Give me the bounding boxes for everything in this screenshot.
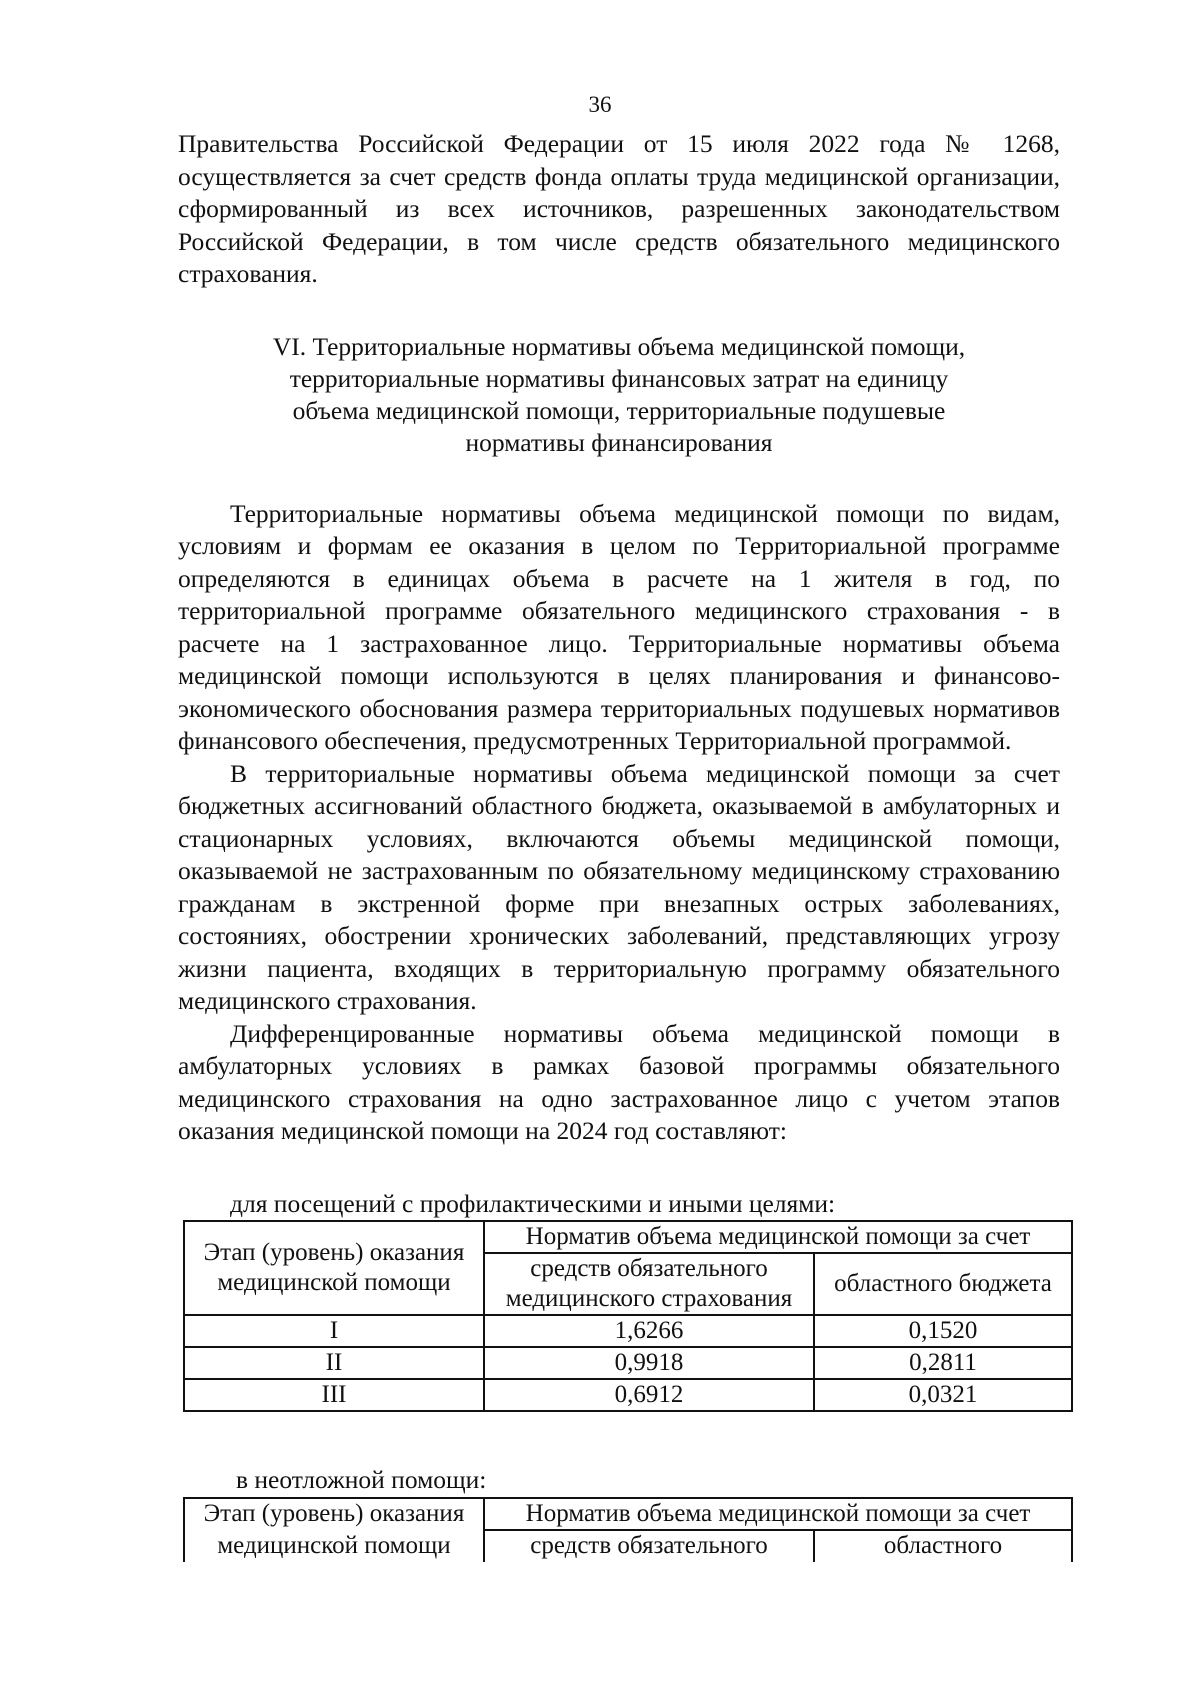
section-title-line: объема медицинской помощи, территориальные подушевые <box>292 395 946 425</box>
header-stage-line1: Этап (уровень) оказания <box>184 1498 484 1530</box>
paragraph: В территориальные нормативы объема медицинской помощи за счет бюджетных ассигнований областного бюджета, оказываемой в амбулаторных и стационарных условиях, включаются объемы медицинской помощи, оказываемой не застрахованным по обязательному медицинскому страхованию гражданам в экстренной форме при внезапных острых заболеваниях, состояниях, обострении хронических заболеваний, представляющих угрозу жизни пациента, входящих в территориальную программу обязательного медицинского страхования. <box>178 758 1060 1015</box>
table1-caption: для посещений с профилактическими и иными целями: <box>230 1188 836 1218</box>
paragraph: Территориальные нормативы объема медицинской помощи по видам, условиям и формам ее оказания в целом по Территориальной программе определяются в единицах объема в расчете на 1 жителя в год, по территориальной программе обязательного медицинского страхования - в расчете на 1 застрахованное лицо. Территориальные нормативы объема медицинской помощи используются в целях планирования и финансово-экономического обоснования размера территориальных подушевых нормативов финансового обеспечения, предусмотренных Территориальной программой. <box>178 498 1060 755</box>
paragraph: Дифференцированные нормативы объема медицинской помощи в амбулаторных условиях в рамках базовой программы обязательного медицинского страхования на одно застрахованное лицо с учетом этапов оказания медицинской помощи на 2024 год составляют: <box>178 1018 1060 1145</box>
table-row <box>184 1379 1072 1411</box>
section-title <box>178 331 1060 459</box>
header-stage-line2: медицинской помощи <box>184 1530 484 1562</box>
table-header-row <box>184 1221 1072 1253</box>
cell-budget: 0,1520 <box>814 1315 1072 1347</box>
cell-oms: 0,9918 <box>484 1347 814 1379</box>
cell-budget: 0,0321 <box>814 1379 1072 1411</box>
section-title-line: территориальные нормативы финансовых затрат на единицу <box>289 363 949 393</box>
cell-stage: III <box>184 1379 484 1411</box>
page-content <box>178 128 1060 1562</box>
table-row <box>184 1347 1072 1379</box>
header-budget: областного <box>814 1530 1072 1562</box>
header-oms: средств обязательного медицинского страхования <box>484 1253 814 1315</box>
table-emergency-care <box>183 1497 1073 1562</box>
section-title-line: VI. Территориальные нормативы объема медицинской помощи, <box>272 331 966 361</box>
cell-budget: 0,2811 <box>814 1347 1072 1379</box>
header-stage: Этап (уровень) оказания медицинской помощи <box>184 1221 484 1315</box>
header-norm: Норматив объема медицинской помощи за счет <box>484 1498 1072 1530</box>
table-preventive-visits <box>183 1220 1073 1412</box>
cell-oms: 0,6912 <box>484 1379 814 1411</box>
cell-oms: 1,6266 <box>484 1315 814 1347</box>
cell-stage: II <box>184 1347 484 1379</box>
table-header-row <box>184 1498 1072 1530</box>
cell-stage: I <box>184 1315 484 1347</box>
header-norm: Норматив объема медицинской помощи за счет <box>484 1221 1072 1253</box>
table-subheader-row <box>184 1530 1072 1562</box>
section-title-line: нормативы финансирования <box>465 427 773 457</box>
table-row <box>184 1315 1072 1347</box>
header-budget: областного бюджета <box>814 1253 1072 1315</box>
header-oms: средств обязательного <box>484 1530 814 1562</box>
table2-caption: в неотложной помощи: <box>236 1465 487 1494</box>
page-number: 36 <box>588 92 612 117</box>
intro-paragraph: Правительства Российской Федерации от 15 июля 2022 года № 1268, осуществляется за счет средств фонда оплаты труда медицинской организации, сформированный из всех источников, разрешенных законодательством Российской Федерации, в том числе средств обязательного медицинского страхования. <box>178 129 1060 288</box>
